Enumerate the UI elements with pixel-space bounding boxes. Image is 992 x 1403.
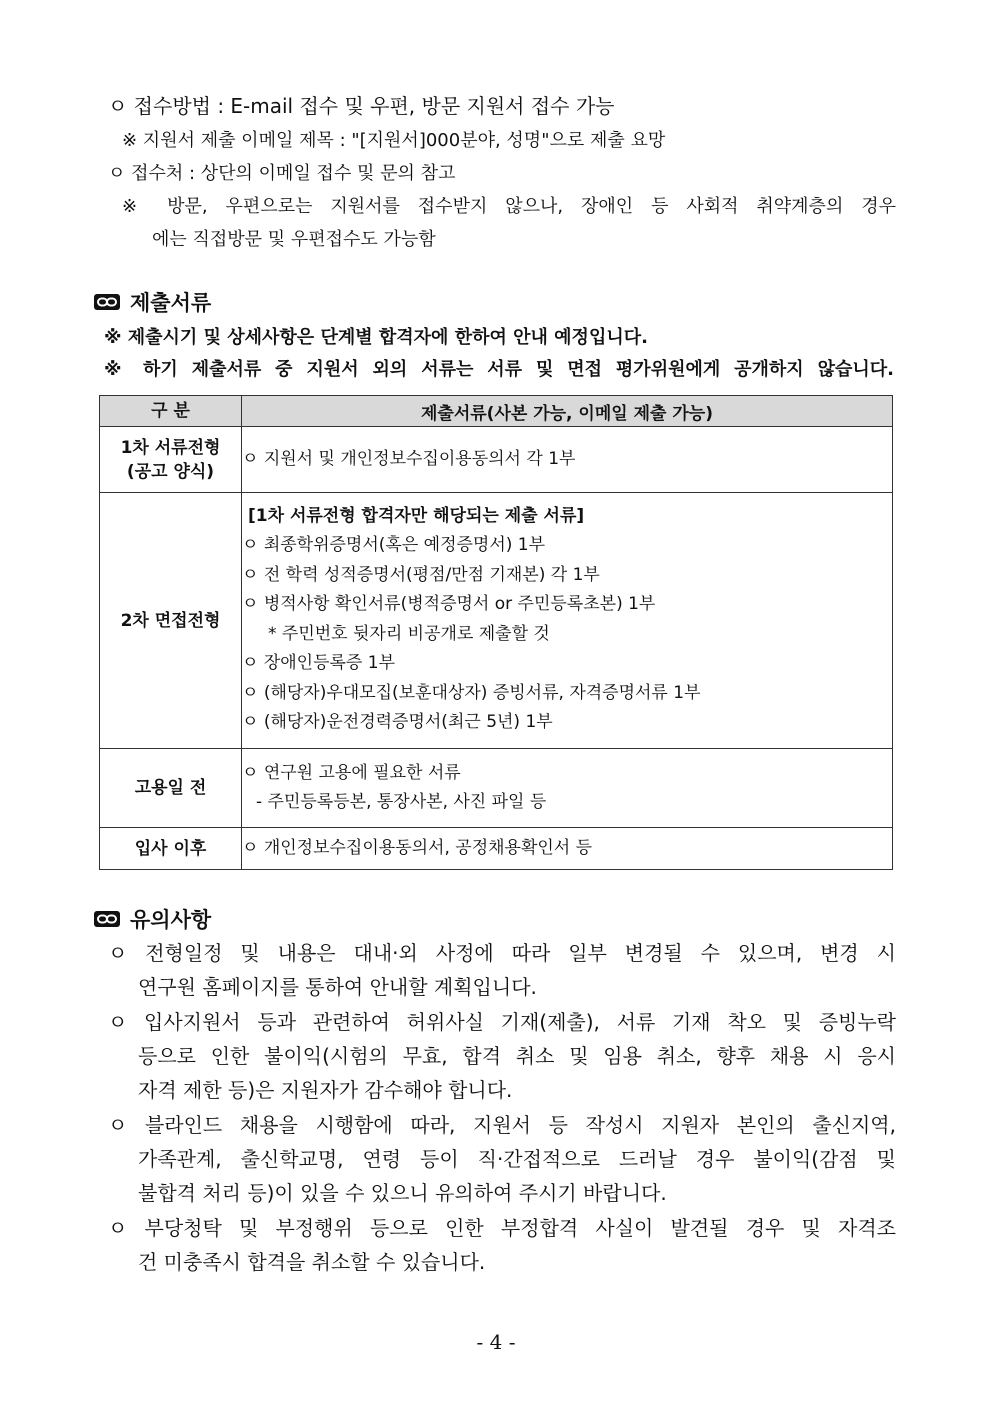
doc-item: ㅇ 개인정보수집이용동의서, 공정채용확인서 등 <box>242 837 593 858</box>
stage-cell <box>100 427 242 493</box>
docs-cell <box>242 493 893 749</box>
apply-method: ㅇ 접수방법 : E-mail 접수 및 우편, 방문 지원서 접수 가능 <box>108 94 615 118</box>
stage-label: 고용일 전 <box>134 778 207 798</box>
link-icon <box>94 294 120 310</box>
documents-table <box>99 395 893 870</box>
apply-note-subject: ※ 지원서 제출 이메일 제목 : "[지원서]000분야, 성명"으로 제출 요망 <box>122 130 666 151</box>
stage-label: 2차 면접전형 <box>120 610 221 631</box>
docs-note-1: ※ 제출시기 및 상세사항은 단계별 합격자에 한하여 안내 예정입니다. <box>104 327 648 348</box>
doc-item: ㅇ 최종학위증명서(혹은 예정증명서) 1부 <box>242 535 546 555</box>
stage-cell <box>100 749 242 828</box>
note-item <box>108 1212 896 1281</box>
note-line: ㅇ 입사지원서 등과 관련하여 허위사실 기재(제출), 서류 기재 착오 및 증빙누락 <box>108 1010 896 1034</box>
header-stage: 구 분 <box>100 396 242 427</box>
link-icon <box>94 911 120 927</box>
doc-item: ㅇ 병적사항 확인서류(병적증명서 or 주민등록초본) 1부 <box>242 594 656 614</box>
note-item <box>108 1109 896 1212</box>
docs-heading <box>94 287 211 317</box>
header-docs: 제출서류(사본 가능, 이메일 제출 가능) <box>242 396 893 427</box>
stage-label: 1차 서류전형 <box>120 437 221 458</box>
note-line: ㅇ 블라인드 채용을 시행함에 따라, 지원서 등 작성시 지원자 본인의 출신지역, <box>108 1113 896 1137</box>
table-row <box>100 749 893 828</box>
doc-item: ㅇ (해당자)우대모집(보훈대상자) 증빙서류, 자격증명서류 1부 <box>242 682 701 703</box>
table-row <box>100 427 893 493</box>
doc-item-note: * 주민번호 뒷자리 비공개로 제출할 것 <box>268 623 550 644</box>
note-line: 등으로 인한 불이익(시험의 무효, 합격 취소 및 임용 취소, 향후 채용 시 응시 <box>138 1044 896 1068</box>
table-row <box>100 828 893 870</box>
stage-cell <box>100 828 242 870</box>
note-item <box>108 937 896 1006</box>
doc-item: ㅇ 장애인등록증 1부 <box>242 653 395 673</box>
note-line: 건 미충족시 합격을 취소할 수 있습니다. <box>138 1250 486 1274</box>
docs-cell <box>242 427 893 493</box>
doc-item: ㅇ 연구원 고용에 필요한 서류 <box>242 762 461 783</box>
doc-list-title: [1차 서류전형 합격자만 해당되는 제출 서류] <box>248 505 585 526</box>
table-row <box>100 493 893 749</box>
note-item <box>108 1006 896 1109</box>
note-line: ㅇ 전형일정 및 내용은 대내·외 사정에 따라 일부 변경될 수 있으며, 변경 시 <box>108 941 896 965</box>
docs-heading-title: 제출서류 <box>130 291 212 315</box>
docs-cell <box>242 828 893 870</box>
page-number: - 4 - <box>476 1330 516 1354</box>
doc-item: ㅇ 전 학력 성적증명서(평점/만점 기재본) 각 1부 <box>242 564 600 585</box>
table-header-row <box>100 396 893 427</box>
notes-heading <box>94 904 211 934</box>
stage-sublabel: (공고 양식) <box>126 461 215 482</box>
doc-item: ㅇ 지원서 및 개인정보수집이용동의서 각 1부 <box>242 448 576 469</box>
notes-list <box>108 937 896 1281</box>
notes-heading-title: 유의사항 <box>130 908 212 932</box>
doc-item-note: - 주민등록등본, 통장사본, 사진 파일 등 <box>256 792 547 812</box>
docs-cell <box>242 749 893 828</box>
stage-cell <box>100 493 242 749</box>
stage-label: 입사 이후 <box>134 838 207 859</box>
apply-place: ㅇ 접수처 : 상단의 이메일 접수 및 문의 참고 <box>108 163 456 184</box>
note-line: ㅇ 부당청탁 및 부정행위 등으로 인한 부정합격 사실이 발견될 경우 및 자격조 <box>108 1216 896 1240</box>
note-line: 가족관계, 출신학교명, 연령 등이 직·간접적으로 드러날 경우 불이익(감점 및 <box>138 1147 896 1171</box>
docs-note-2: ※ 하기 제출서류 중 지원서 외의 서류는 서류 및 면접 평가위원에게 공개하지 않습니다. <box>104 359 894 380</box>
apply-note-visit-1: ※ 방문, 우편으로는 지원서를 접수받지 않으나, 장애인 등 사회적 취약계층의 경우 <box>122 196 896 217</box>
note-line: 불합격 처리 등)이 있을 수 있으니 유의하여 주시기 바랍니다. <box>138 1181 667 1205</box>
apply-note-visit-2: 에는 직접방문 및 우편접수도 가능함 <box>152 229 436 250</box>
note-line: 연구원 홈페이지를 통하여 안내할 계획입니다. <box>138 975 537 999</box>
note-line: 자격 제한 등)은 지원자가 감수해야 합니다. <box>138 1078 513 1102</box>
doc-item: ㅇ (해당자)운전경력증명서(최근 5년) 1부 <box>242 712 553 732</box>
